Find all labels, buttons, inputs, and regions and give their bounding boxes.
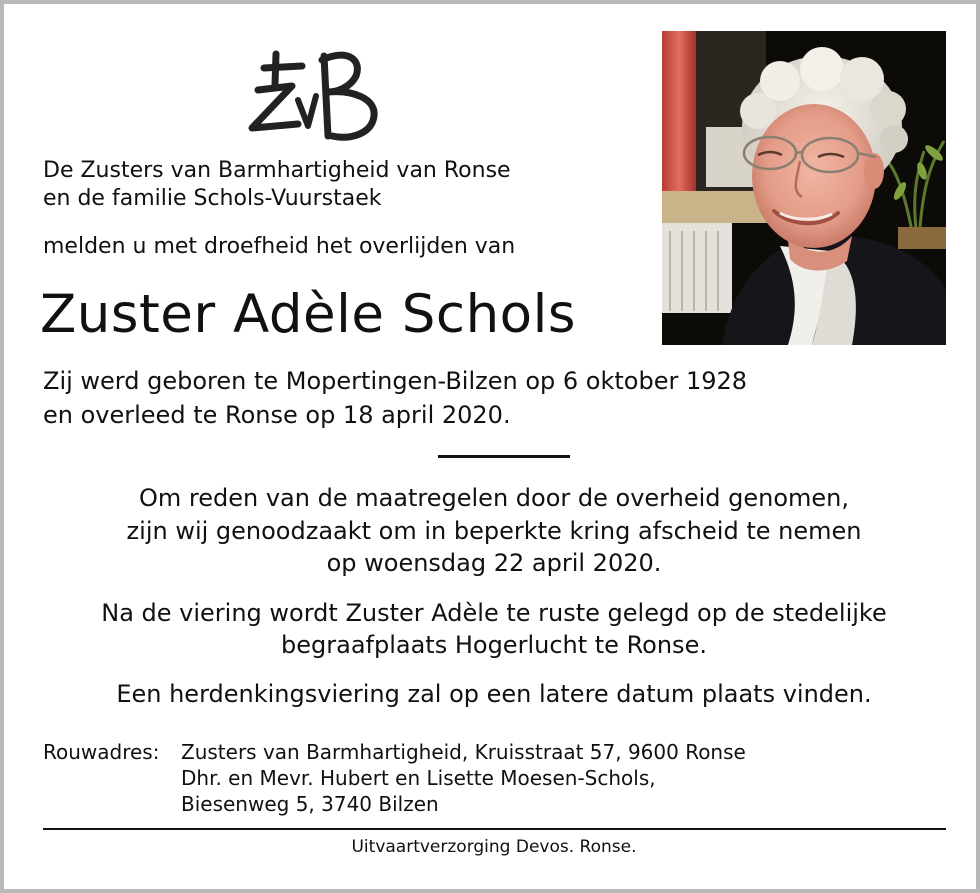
birth-line: Zij werd geboren te Mopertingen-Bilzen op 6 oktober 1928: [43, 367, 748, 395]
deceased-name: Zuster Adèle Schols: [40, 284, 576, 345]
intro-line-3: melden u met droefheid het overlijden van: [43, 234, 516, 259]
undertaker-credit: Uitvaartverzorging Devos. Ronse.: [351, 837, 637, 857]
notice-paragraph-1-line-3: op woensdag 22 april 2020.: [326, 549, 662, 577]
notice-paragraph-1-line-2: zijn wij genoodzaakt om in beperkte kring afscheid te nemen: [126, 517, 862, 545]
address-line-2: Dhr. en Mevr. Hubert en Lisette Moesen-Schols,: [181, 766, 656, 790]
footer-rule: [43, 828, 946, 830]
burial-paragraph-line-1: Na de viering wordt Zuster Adèle te ruste gelegd op de stedelijke: [101, 599, 887, 627]
address-line-1: Zusters van Barmhartigheid, Kruisstraat 57, 9600 Ronse: [181, 740, 746, 764]
portrait-photo: [662, 31, 946, 345]
death-line: en overleed te Ronse op 18 april 2020.: [43, 401, 511, 429]
divider-rule: [438, 455, 570, 458]
address-line-3: Biesenweg 5, 3740 Bilzen: [181, 792, 439, 816]
notice-paragraph-1-line-1: Om reden van de maatregelen door de overheid genomen,: [138, 484, 849, 512]
intro-line-2: en de familie Schols-Vuurstaek: [43, 186, 382, 211]
burial-paragraph-line-2: begraafplaats Hogerlucht te Ronse.: [281, 631, 707, 659]
address-label: Rouwadres:: [43, 740, 160, 764]
memorial-paragraph: Een herdenkingsviering zal op een latere datum plaats vinden.: [116, 680, 872, 708]
zvb-monogram-logo: [244, 46, 384, 142]
intro-line-1: De Zusters van Barmhartigheid van Ronse: [43, 158, 511, 183]
